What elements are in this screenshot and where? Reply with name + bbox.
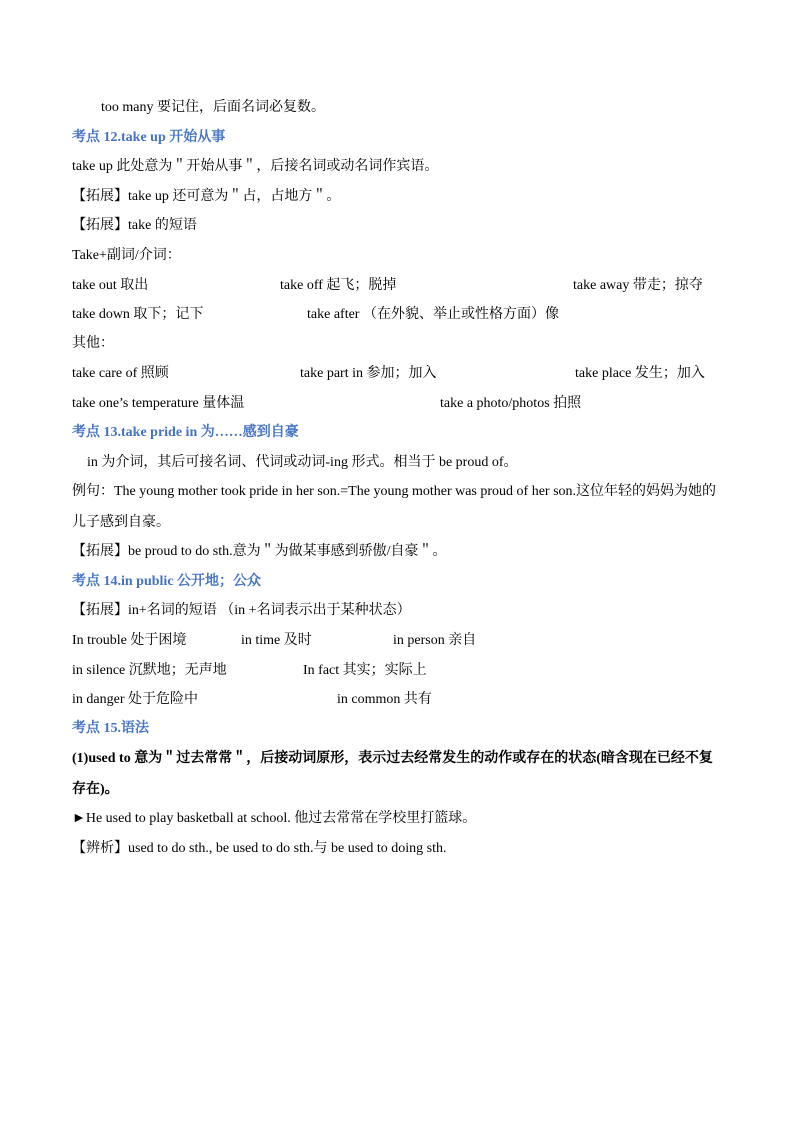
text-line: 【拓展】take up 还可意为＂占，占地方＂。 bbox=[72, 189, 341, 204]
text-line: 儿子感到自豪。 bbox=[72, 515, 170, 530]
section-heading-14: 考点 14.in public 公开地；公众 bbox=[72, 574, 262, 589]
section-heading-13: 考点 13.take pride in 为……感到自豪 bbox=[72, 425, 299, 440]
text-line: 存在)。 bbox=[72, 782, 119, 797]
phrase-cell: take one’s temperature 量体温 bbox=[72, 396, 245, 411]
text-line: take up 此处意为＂开始从事＂，后接名词或动名词作宾语。 bbox=[72, 159, 439, 174]
text-line: 【拓展】in+名词的短语 （in +名词表示出于某种状态） bbox=[72, 603, 411, 618]
text-line: 【辨析】used to do sth., be used to do sth.与 be used to doing sth. bbox=[72, 841, 447, 856]
phrase-cell: in time 及时 bbox=[241, 633, 312, 648]
phrase-cell: in common 共有 bbox=[337, 692, 432, 707]
phrase-cell: in person 亲自 bbox=[393, 633, 477, 648]
phrase-cell: take place 发生；加入 bbox=[575, 366, 705, 381]
phrase-cell: take out 取出 bbox=[72, 278, 149, 293]
phrase-cell: take away 带走；掠夺 bbox=[573, 278, 703, 293]
phrase-cell: take care of 照顾 bbox=[72, 366, 169, 381]
phrase-cell: In trouble 处于困境 bbox=[72, 633, 187, 648]
phrase-cell: take off 起飞；脱掉 bbox=[280, 278, 397, 293]
text-line: 【拓展】take 的短语 bbox=[72, 218, 197, 233]
phrase-cell: take part in 参加；加入 bbox=[300, 366, 437, 381]
text-line: (1)used to 意为＂过去常常＂，后接动词原形，表示过去经常发生的动作或存在的状态(暗含现在已经不复 bbox=[72, 751, 713, 766]
text-line: Take+副词/介词： bbox=[72, 248, 181, 263]
section-heading-15: 考点 15.语法 bbox=[72, 721, 149, 736]
text-line: in 为介词，其后可接名词、代词或动词-ing 形式。相当于 be proud of。 bbox=[87, 455, 518, 470]
phrase-cell: in danger 处于危险中 bbox=[72, 692, 198, 707]
text-line: 其他： bbox=[72, 336, 114, 351]
text-line: ►He used to play basketball at school. 他过去常常在学校里打篮球。 bbox=[72, 811, 477, 826]
phrase-cell: take after （在外貌、举止或性格方面）像 bbox=[307, 307, 559, 322]
phrase-cell: take down 取下；记下 bbox=[72, 307, 204, 322]
section-heading-12: 考点 12.take up 开始从事 bbox=[72, 130, 226, 145]
phrase-cell: take a photo/photos 拍照 bbox=[440, 396, 582, 411]
text-line: 例句：The young mother took pride in her son.=The young mother was proud of her son.这位年轻的妈妈为她的 bbox=[72, 484, 717, 499]
phrase-cell: in silence 沉默地；无声地 bbox=[72, 663, 227, 678]
text-line: too many 要记住，后面名词必复数。 bbox=[101, 100, 325, 115]
phrase-cell: In fact 其实；实际上 bbox=[303, 663, 427, 678]
text-line: 【拓展】be proud to do sth.意为＂为做某事感到骄傲/自豪＂。 bbox=[72, 544, 447, 559]
